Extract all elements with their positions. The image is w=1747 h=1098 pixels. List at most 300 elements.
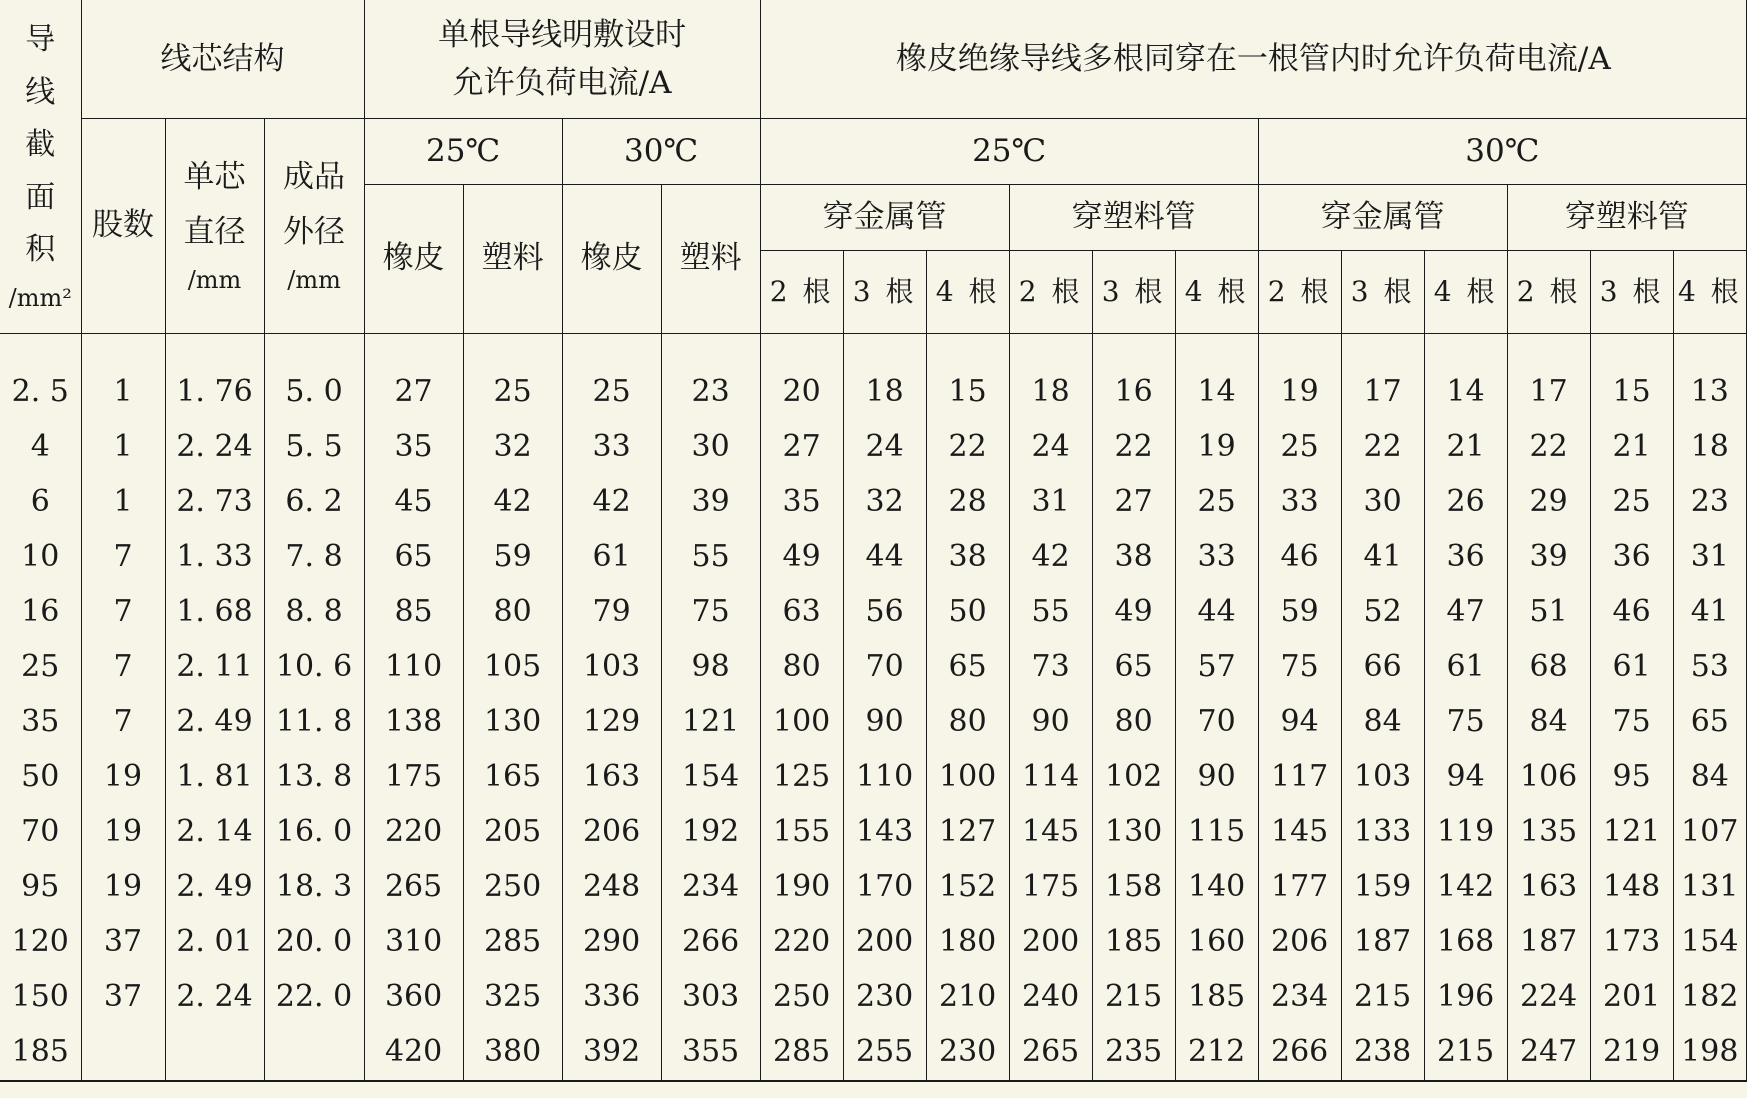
table-cell: 24 — [843, 419, 926, 474]
table-cell: 168 — [1424, 914, 1507, 969]
table-cell: 100 — [926, 749, 1009, 804]
table-cell: 110 — [843, 749, 926, 804]
table-cell: 1 — [81, 419, 165, 474]
table-cell: 35 — [0, 694, 81, 749]
table-cell: 154 — [1673, 914, 1746, 969]
spacer-cell — [1341, 333, 1424, 364]
table-cell: 160 — [1175, 914, 1258, 969]
table-cell: 17 — [1507, 364, 1590, 419]
table-cell: 250 — [463, 859, 562, 914]
table-cell: 8. 8 — [264, 584, 364, 639]
header-open-25c-plastic: 塑料 — [463, 184, 562, 333]
table-cell: 44 — [843, 529, 926, 584]
table-cell: 37 — [81, 914, 165, 969]
table-cell: 35 — [760, 474, 843, 529]
table-cell: 7 — [81, 584, 165, 639]
header-wire-count: 2 根 — [1009, 250, 1092, 333]
table-cell: 52 — [1341, 584, 1424, 639]
table-cell: 180 — [926, 914, 1009, 969]
table-cell: 114 — [1009, 749, 1092, 804]
table-cell: 224 — [1507, 969, 1590, 1024]
table-cell: 42 — [562, 474, 661, 529]
table-cell: 11. 8 — [264, 694, 364, 749]
table-cell: 163 — [562, 749, 661, 804]
spacer-cell — [364, 333, 463, 364]
table-cell: 25 — [1258, 419, 1341, 474]
table-cell: 41 — [1341, 529, 1424, 584]
table-cell: 215 — [1341, 969, 1424, 1024]
table-cell: 234 — [661, 859, 760, 914]
spacer-cell — [1590, 333, 1673, 364]
header-outer-diameter — [264, 118, 364, 333]
table-cell: 25 — [1590, 474, 1673, 529]
spacer-cell — [1258, 333, 1341, 364]
table-cell: 84 — [1341, 694, 1424, 749]
table-cell: 130 — [1092, 804, 1175, 859]
table-cell: 121 — [661, 694, 760, 749]
spacer-cell — [165, 333, 264, 364]
table-cell: 7 — [81, 694, 165, 749]
table-cell: 75 — [1424, 694, 1507, 749]
table-cell: 215 — [1092, 969, 1175, 1024]
table-cell: 7 — [81, 529, 165, 584]
header-open-30c-rubber: 橡皮 — [562, 184, 661, 333]
table-cell: 240 — [1009, 969, 1092, 1024]
table-cell: 80 — [1092, 694, 1175, 749]
table-cell: 16. 0 — [264, 804, 364, 859]
table-cell: 177 — [1258, 859, 1341, 914]
spacer-cell — [1009, 333, 1092, 364]
table-cell: 30 — [661, 419, 760, 474]
header-30c-plastic-pipe: 穿塑料管 — [1507, 184, 1746, 250]
header-single-core-l2: 直径 — [183, 213, 246, 250]
table-cell: 158 — [1092, 859, 1175, 914]
table-cell: 163 — [1507, 859, 1590, 914]
table-cell: 1 — [81, 474, 165, 529]
table-cell: 90 — [1009, 694, 1092, 749]
table-cell: 15 — [1590, 364, 1673, 419]
table-cell: 25 — [0, 639, 81, 694]
table-row — [0, 529, 1747, 584]
header-wire-count: 3 根 — [1341, 250, 1424, 333]
table-cell: 148 — [1590, 859, 1673, 914]
table-cell: 220 — [760, 914, 843, 969]
table-row — [0, 364, 1747, 419]
table-cell: 255 — [843, 1024, 926, 1081]
table-cell: 285 — [760, 1024, 843, 1081]
table-cell: 102 — [1092, 749, 1175, 804]
table-cell: 42 — [463, 474, 562, 529]
table-cell: 175 — [364, 749, 463, 804]
table-cell: 94 — [1258, 694, 1341, 749]
table-cell: 23 — [1673, 474, 1746, 529]
table-cell: 2. 01 — [165, 914, 264, 969]
table-cell: 13 — [1673, 364, 1746, 419]
table-cell: 65 — [1673, 694, 1746, 749]
table-cell: 143 — [843, 804, 926, 859]
header-area-char: 面 — [25, 179, 56, 215]
table-cell: 22. 0 — [264, 969, 364, 1024]
table-cell: 95 — [0, 859, 81, 914]
table-cell: 6 — [0, 474, 81, 529]
table-cell: 140 — [1175, 859, 1258, 914]
table-cell: 152 — [926, 859, 1009, 914]
table-cell: 46 — [1258, 529, 1341, 584]
header-area-char: 导 — [25, 22, 56, 57]
table-cell: 65 — [1092, 639, 1175, 694]
table-cell: 75 — [1590, 694, 1673, 749]
table-cell: 61 — [1590, 639, 1673, 694]
table-cell: 85 — [364, 584, 463, 639]
header-25c-metal-pipe: 穿金属管 — [760, 184, 1009, 250]
table-cell: 7 — [81, 639, 165, 694]
table-cell: 107 — [1673, 804, 1746, 859]
table-cell: 125 — [760, 749, 843, 804]
header-wire-count: 4 根 — [926, 250, 1009, 333]
table-cell: 16 — [1092, 364, 1175, 419]
table-cell: 130 — [463, 694, 562, 749]
table-cell: 25 — [463, 364, 562, 419]
table-cell: 198 — [1673, 1024, 1746, 1081]
table-cell: 5. 0 — [264, 364, 364, 419]
header-single-core-diameter — [165, 118, 264, 333]
table-cell: 19 — [1258, 364, 1341, 419]
header-outer-l2: 外径 — [283, 213, 346, 250]
spacer-cell — [760, 333, 843, 364]
header-area-char: 积 — [25, 232, 56, 267]
table-cell: 84 — [1507, 694, 1590, 749]
table-cell: 29 — [1507, 474, 1590, 529]
table-cell: 20. 0 — [264, 914, 364, 969]
table-cell: 31 — [1009, 474, 1092, 529]
table-cell: 57 — [1175, 639, 1258, 694]
table-cell: 192 — [661, 804, 760, 859]
table-cell: 100 — [760, 694, 843, 749]
table-cell: 170 — [843, 859, 926, 914]
table-cell: 265 — [1009, 1024, 1092, 1081]
table-cell: 19 — [81, 859, 165, 914]
table-cell: 2. 24 — [165, 419, 264, 474]
header-strands: 股数 — [81, 118, 165, 333]
header-wire-count: 4 根 — [1175, 250, 1258, 333]
table-cell: 266 — [661, 914, 760, 969]
spacer-cell — [1424, 333, 1507, 364]
table-cell: 75 — [661, 584, 760, 639]
table-cell: 13. 8 — [264, 749, 364, 804]
table-cell: 22 — [1507, 419, 1590, 474]
table-cell: 68 — [1507, 639, 1590, 694]
table-cell: 79 — [562, 584, 661, 639]
spacer-cell — [1175, 333, 1258, 364]
table-cell: 70 — [1175, 694, 1258, 749]
table-cell: 59 — [1258, 584, 1341, 639]
table-cell: 187 — [1507, 914, 1590, 969]
table-cell: 1. 76 — [165, 364, 264, 419]
table-cell: 2. 49 — [165, 694, 264, 749]
table-cell: 2. 49 — [165, 859, 264, 914]
table-cell: 212 — [1175, 1024, 1258, 1081]
table-cell: 36 — [1590, 529, 1673, 584]
table-cell: 19 — [81, 749, 165, 804]
table-cell: 84 — [1673, 749, 1746, 804]
table-cell: 61 — [562, 529, 661, 584]
header-multi-in-pipe: 橡皮绝缘导线多根同穿在一根管内时允许负荷电流/A — [760, 0, 1746, 118]
header-wire-count: 3 根 — [1092, 250, 1175, 333]
spacer-cell — [1092, 333, 1175, 364]
table-cell: 38 — [926, 529, 1009, 584]
table-cell: 25 — [1175, 474, 1258, 529]
table-cell: 2. 14 — [165, 804, 264, 859]
spacer-cell — [661, 333, 760, 364]
table-cell: 185 — [1092, 914, 1175, 969]
table-cell: 22 — [926, 419, 1009, 474]
table-cell: 21 — [1590, 419, 1673, 474]
table-cell: 285 — [463, 914, 562, 969]
table-cell: 129 — [562, 694, 661, 749]
table-cell: 103 — [562, 639, 661, 694]
table-cell: 206 — [1258, 914, 1341, 969]
header-area-char: 线 — [25, 74, 56, 110]
table-cell: 215 — [1424, 1024, 1507, 1081]
table-cell: 110 — [364, 639, 463, 694]
header-outer-unit: /mm — [287, 265, 341, 294]
table-cell: 7. 8 — [264, 529, 364, 584]
header-30c-metal-pipe: 穿金属管 — [1258, 184, 1507, 250]
table-cell: 150 — [0, 969, 81, 1024]
table-cell: 119 — [1424, 804, 1507, 859]
table-cell: 95 — [1590, 749, 1673, 804]
table-cell: 70 — [843, 639, 926, 694]
table-cell: 173 — [1590, 914, 1673, 969]
table-row — [0, 639, 1747, 694]
table-cell: 17 — [1341, 364, 1424, 419]
table-row — [0, 419, 1747, 474]
header-core-structure: 线芯结构 — [81, 0, 364, 118]
table-cell: 238 — [1341, 1024, 1424, 1081]
table-cell: 39 — [661, 474, 760, 529]
spacer-cell — [81, 333, 165, 364]
table-row — [0, 969, 1747, 1024]
table-cell: 138 — [364, 694, 463, 749]
table-cell: 5. 5 — [264, 419, 364, 474]
table-cell: 206 — [562, 804, 661, 859]
table-cell: 20 — [760, 364, 843, 419]
header-wire-count: 2 根 — [1258, 250, 1341, 333]
table-cell: 2. 11 — [165, 639, 264, 694]
table-cell: 41 — [1673, 584, 1746, 639]
spacer-cell — [264, 333, 364, 364]
table-cell — [81, 1024, 165, 1081]
header-wire-count: 3 根 — [1590, 250, 1673, 333]
table-cell: 55 — [661, 529, 760, 584]
header-single-core-unit: /mm — [187, 265, 242, 294]
header-wire-count: 2 根 — [760, 250, 843, 333]
table-cell: 27 — [760, 419, 843, 474]
table-cell: 16 — [0, 584, 81, 639]
header-wire-count: 2 根 — [1507, 250, 1590, 333]
table-cell: 63 — [760, 584, 843, 639]
spacer-cell — [1673, 333, 1746, 364]
table-cell — [165, 1024, 264, 1081]
table-cell: 56 — [843, 584, 926, 639]
table-cell: 55 — [1009, 584, 1092, 639]
table-cell: 355 — [661, 1024, 760, 1081]
table-cell: 65 — [926, 639, 1009, 694]
table-cell: 145 — [1009, 804, 1092, 859]
header-25c-plastic-pipe: 穿塑料管 — [1009, 184, 1258, 250]
header-outer-l1: 成品 — [283, 159, 346, 196]
table-row — [0, 474, 1747, 529]
table-cell: 47 — [1424, 584, 1507, 639]
table-cell: 135 — [1507, 804, 1590, 859]
header-open-30c: 30℃ — [562, 118, 760, 184]
table-row — [0, 859, 1747, 914]
table-cell: 80 — [926, 694, 1009, 749]
table-cell: 61 — [1424, 639, 1507, 694]
table-cell: 90 — [1175, 749, 1258, 804]
table-cell: 4 — [0, 419, 81, 474]
table-cell: 205 — [463, 804, 562, 859]
table-cell: 103 — [1341, 749, 1424, 804]
header-open-30c-plastic: 塑料 — [661, 184, 760, 333]
table-cell: 175 — [1009, 859, 1092, 914]
table-cell: 28 — [926, 474, 1009, 529]
table-cell: 23 — [661, 364, 760, 419]
table-cell: 59 — [463, 529, 562, 584]
table-cell: 50 — [926, 584, 1009, 639]
header-area-unit: /mm² — [8, 283, 72, 312]
table-cell: 290 — [562, 914, 661, 969]
table-cell: 32 — [463, 419, 562, 474]
table-cell: 185 — [1175, 969, 1258, 1024]
table-cell: 220 — [364, 804, 463, 859]
table-cell: 1 — [81, 364, 165, 419]
table-cell: 120 — [0, 914, 81, 969]
table-cell: 73 — [1009, 639, 1092, 694]
table-cell: 51 — [1507, 584, 1590, 639]
header-pipe-30c: 30℃ — [1258, 118, 1746, 184]
table-cell: 235 — [1092, 1024, 1175, 1081]
table-cell: 230 — [926, 1024, 1009, 1081]
table-cell: 2. 24 — [165, 969, 264, 1024]
table-cell: 127 — [926, 804, 1009, 859]
table-cell: 155 — [760, 804, 843, 859]
table-cell: 145 — [1258, 804, 1341, 859]
table-cell: 80 — [463, 584, 562, 639]
table-cell: 27 — [1092, 474, 1175, 529]
table-cell: 22 — [1341, 419, 1424, 474]
table-cell: 98 — [661, 639, 760, 694]
table-cell: 46 — [1590, 584, 1673, 639]
table-cell: 105 — [463, 639, 562, 694]
table-cell: 14 — [1424, 364, 1507, 419]
header-open-25c: 25℃ — [364, 118, 562, 184]
table-cell: 185 — [0, 1024, 81, 1081]
header-wire-count: 3 根 — [843, 250, 926, 333]
table-cell: 32 — [843, 474, 926, 529]
table-cell: 22 — [1092, 419, 1175, 474]
table-row — [0, 1024, 1747, 1081]
table-cell: 10 — [0, 529, 81, 584]
table-cell: 42 — [1009, 529, 1092, 584]
table-cell: 33 — [562, 419, 661, 474]
table-cell: 392 — [562, 1024, 661, 1081]
spacer-cell — [562, 333, 661, 364]
table-cell: 53 — [1673, 639, 1746, 694]
table-cell: 18 — [843, 364, 926, 419]
table-cell: 106 — [1507, 749, 1590, 804]
table-row — [0, 584, 1747, 639]
header-area-char: 截 — [25, 127, 56, 162]
table-cell: 49 — [1092, 584, 1175, 639]
table-cell: 44 — [1175, 584, 1258, 639]
table-cell: 248 — [562, 859, 661, 914]
table-cell: 33 — [1258, 474, 1341, 529]
table-cell: 65 — [364, 529, 463, 584]
table-cell: 200 — [843, 914, 926, 969]
table-cell: 25 — [562, 364, 661, 419]
table-spacer-row — [0, 333, 1747, 364]
header-cross-section-area — [0, 0, 81, 333]
table-cell: 50 — [0, 749, 81, 804]
table-cell: 49 — [760, 529, 843, 584]
table-cell: 6. 2 — [264, 474, 364, 529]
table-cell: 210 — [926, 969, 1009, 1024]
table-cell: 336 — [562, 969, 661, 1024]
table-body — [0, 333, 1747, 1081]
header-pipe-25c: 25℃ — [760, 118, 1258, 184]
header-single-open-laying — [364, 0, 760, 118]
table-cell: 310 — [364, 914, 463, 969]
table-cell: 1. 81 — [165, 749, 264, 804]
table-cell: 182 — [1673, 969, 1746, 1024]
table-cell: 39 — [1507, 529, 1590, 584]
table-cell: 33 — [1175, 529, 1258, 584]
table-cell: 133 — [1341, 804, 1424, 859]
table-cell: 15 — [926, 364, 1009, 419]
table-cell: 18 — [1673, 419, 1746, 474]
table-cell: 360 — [364, 969, 463, 1024]
table-cell: 19 — [1175, 419, 1258, 474]
table-cell: 1. 33 — [165, 529, 264, 584]
table-cell — [264, 1024, 364, 1081]
table-cell: 265 — [364, 859, 463, 914]
header-single-core-l1: 单芯 — [183, 159, 246, 196]
spacer-cell — [926, 333, 1009, 364]
table-cell: 18. 3 — [264, 859, 364, 914]
header-wire-count: 4 根 — [1424, 250, 1507, 333]
table-cell: 117 — [1258, 749, 1341, 804]
table-cell: 19 — [81, 804, 165, 859]
table-cell: 36 — [1424, 529, 1507, 584]
table-cell: 21 — [1424, 419, 1507, 474]
table-cell: 94 — [1424, 749, 1507, 804]
table-cell: 201 — [1590, 969, 1673, 1024]
table-cell: 325 — [463, 969, 562, 1024]
table-cell: 1. 68 — [165, 584, 264, 639]
table-cell: 190 — [760, 859, 843, 914]
table-cell: 420 — [364, 1024, 463, 1081]
header-wire-count: 4 根 — [1673, 250, 1746, 333]
spacer-cell — [463, 333, 562, 364]
table-cell: 303 — [661, 969, 760, 1024]
table-row — [0, 914, 1747, 969]
table-cell: 230 — [843, 969, 926, 1024]
table-cell: 266 — [1258, 1024, 1341, 1081]
table-cell: 115 — [1175, 804, 1258, 859]
table-row — [0, 694, 1747, 749]
table-cell: 24 — [1009, 419, 1092, 474]
